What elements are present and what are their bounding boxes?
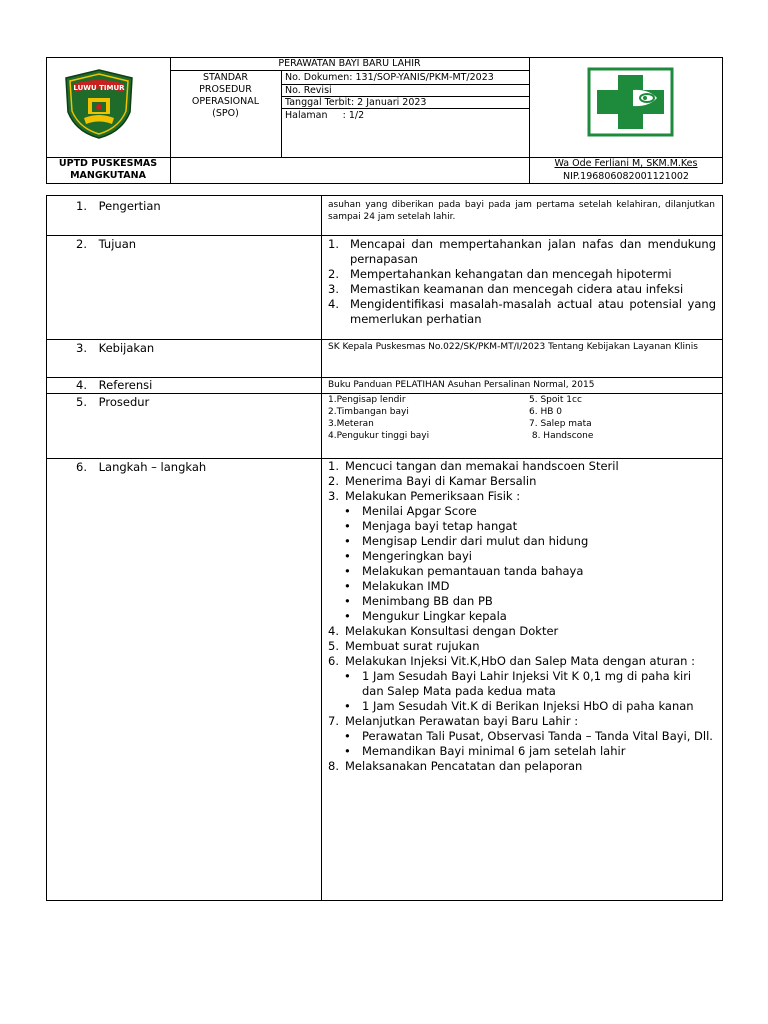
field-issue-date: Tanggal Terbit: 2 Januari 2023 xyxy=(285,97,427,108)
sub-text: Mengisap Lendir dari mulut dan hidung xyxy=(362,534,589,548)
row-label-tujuan xyxy=(76,237,136,252)
step-item xyxy=(328,759,716,774)
pengertian-text: asuhan yang diberikan pada bayi pada jam pertama setelah kelahiran, dilanjutkan sampai 24 jam setelah lahir. xyxy=(328,200,715,222)
list-item: 4. Mengidentifikasi masalah-masalah actual atau potensial yang memerlukan perhatian xyxy=(328,297,716,326)
sub-text: Mengeringkan bayi xyxy=(362,549,472,563)
step-text: Menerima Bayi di Kamar Bersalin xyxy=(345,474,537,488)
tujuan-item: Mempertahankan kehangatan dan mencegah hipotermi xyxy=(350,267,672,281)
step-number: 2. xyxy=(328,474,339,488)
sub-text: 1 Jam Sesudah Vit.K di Berikan Injeksi HbO di paha kanan xyxy=(362,699,694,713)
signer-name: Wa Ode Ferliani M, SKM.M.Kes xyxy=(554,158,698,169)
tujuan-list xyxy=(328,237,716,327)
bullet-icon: • xyxy=(344,579,351,593)
sub-item xyxy=(328,744,716,759)
step-text: Mencuci tangan dan memakai handscoen Steril xyxy=(345,459,619,473)
sub-item xyxy=(328,504,716,519)
row-label: Tujuan xyxy=(98,237,137,251)
sub-item xyxy=(328,594,716,609)
tool-item: 4.Pengukur tinggi bayi xyxy=(328,431,430,441)
row-number: 1. xyxy=(76,199,87,213)
field-document-number: No. Dokumen: 131/SOP-YANIS/PKM-MT/2023 xyxy=(285,72,494,83)
row-label-kebijakan xyxy=(76,341,154,356)
tool-item: 5. Spoit 1cc xyxy=(529,395,582,405)
divider xyxy=(170,70,529,71)
step-number: 5. xyxy=(328,639,339,653)
list-item: 1. Mencapai dan mempertahankan jalan nafas dan mendukung pernapasan xyxy=(328,237,716,266)
district-crest-logo xyxy=(62,68,136,140)
step-item xyxy=(328,474,716,489)
sub-item xyxy=(328,669,716,699)
step-item xyxy=(328,639,716,654)
sub-item xyxy=(328,549,716,564)
sub-text: Melakukan IMD xyxy=(362,579,450,593)
step-text: Melakukan Injeksi Vit.K,HbO dan Salep Mata dengan aturan : xyxy=(345,654,695,668)
prosedur-tools-right xyxy=(529,394,593,442)
step-text: Melakukan Pemeriksaan Fisik : xyxy=(345,489,521,503)
step-number: 3. xyxy=(328,489,339,503)
step-item xyxy=(328,489,716,504)
divider xyxy=(46,235,723,236)
row-label-prosedur xyxy=(76,395,149,410)
step-text: Melaksanakan Pencatatan dan pelaporan xyxy=(345,759,583,773)
row-number: 2. xyxy=(76,237,87,251)
row-label: Pengertian xyxy=(98,199,161,213)
prosedur-tools-left xyxy=(328,394,429,442)
institution-name xyxy=(46,158,170,182)
step-number: 7. xyxy=(328,714,339,728)
sub-item xyxy=(328,729,716,744)
step-text: Membuat surat rujukan xyxy=(345,639,480,653)
sub-text: Mengukur Lingkar kepala xyxy=(362,609,507,623)
spo-line: (SPO) xyxy=(212,108,239,119)
crest-text: LUWU TIMUR xyxy=(73,84,125,92)
bullet-icon: • xyxy=(344,669,351,683)
bullet-icon: • xyxy=(344,744,351,758)
step-text: Melanjutkan Perawatan bayi Baru Lahir : xyxy=(345,714,579,728)
row-label: Langkah – langkah xyxy=(98,460,207,474)
sub-text: Menjaga bayi tetap hangat xyxy=(362,519,518,533)
row-label: Referensi xyxy=(98,378,153,392)
sub-text: Perawatan Tali Pusat, Observasi Tanda – Tanda Vital Bayi, Dll. xyxy=(362,729,713,743)
bullet-icon: • xyxy=(344,534,351,548)
spo-line: STANDAR xyxy=(203,72,248,83)
row-number: 5. xyxy=(76,395,87,409)
bullet-icon: • xyxy=(344,594,351,608)
bullet-icon: • xyxy=(344,564,351,578)
sub-item xyxy=(328,579,716,594)
sub-text: Menimbang BB dan PB xyxy=(362,594,493,608)
row-number: 3. xyxy=(76,341,87,355)
sub-item xyxy=(328,534,716,549)
sub-item xyxy=(328,519,716,534)
bullet-icon: • xyxy=(344,609,351,623)
step-item xyxy=(328,459,716,474)
bullet-icon: • xyxy=(344,549,351,563)
kebijakan-text: SK Kepala Puskesmas No.022/SK/PKM-MT/I/2023 Tentang Kebijakan Layanan Klinis xyxy=(328,342,698,352)
institution-line: UPTD PUSKESMAS xyxy=(58,158,158,169)
sub-text: 1 Jam Sesudah Bayi Lahir Injeksi Vit K 0,1 mg di paha kiri dan Salep Mata pada kedua mata xyxy=(362,669,692,698)
spo-line: PROSEDUR xyxy=(199,84,252,95)
list-item: 3. Memastikan keamanan dan mencegah cidera atau infeksi xyxy=(328,282,684,296)
langkah-list xyxy=(328,459,716,774)
sub-text: Melakukan pemantauan tanda bahaya xyxy=(362,564,584,578)
row-number: 4. xyxy=(76,378,87,392)
sub-item xyxy=(328,609,716,624)
step-item xyxy=(328,654,716,669)
field-revision: No. Revisi xyxy=(285,85,332,96)
spo-label xyxy=(170,72,281,120)
spo-line: OPERASIONAL xyxy=(191,96,260,107)
tool-item: 6. HB 0 xyxy=(529,407,562,417)
tool-item: 2.Timbangan bayi xyxy=(328,407,409,417)
sub-item xyxy=(328,699,716,714)
bullet-icon: • xyxy=(344,504,351,518)
step-number: 8. xyxy=(328,759,339,773)
bullet-icon: • xyxy=(344,729,351,743)
tool-item: 1.Pengisap lendir xyxy=(328,395,406,405)
tool-item: 8. Handscone xyxy=(529,431,594,441)
field-page: Halaman : 1/2 xyxy=(285,110,365,121)
puskesmas-logo xyxy=(587,67,674,137)
step-item xyxy=(328,624,716,639)
sub-text: Memandikan Bayi minimal 6 jam setelah lahir xyxy=(362,744,626,758)
tool-item: 7. Salep mata xyxy=(529,419,592,429)
divider xyxy=(46,339,723,340)
divider xyxy=(321,195,322,901)
row-label-langkah xyxy=(76,460,206,475)
tujuan-item: Mencapai dan mempertahankan jalan nafas dan mendukung pernapasan xyxy=(350,237,716,266)
step-item xyxy=(328,714,716,729)
tujuan-item: Memastikan keamanan dan mencegah cidera atau infeksi xyxy=(350,282,684,296)
step-number: 4. xyxy=(328,624,339,638)
list-item: 2. Mempertahankan kehangatan dan mencegah hipotermi xyxy=(328,267,672,281)
sub-text: Menilai Apgar Score xyxy=(362,504,477,518)
step-number: 6. xyxy=(328,654,339,668)
document-title: PERAWATAN BAYI BARU LAHIR xyxy=(278,58,421,69)
sub-item xyxy=(328,564,716,579)
row-label-pengertian xyxy=(76,199,161,214)
row-label-referensi xyxy=(76,378,152,393)
bullet-icon: • xyxy=(344,699,351,713)
step-text: Melakukan Konsultasi dengan Dokter xyxy=(345,624,559,638)
signer-nip: NIP.196806082001121002 xyxy=(563,171,689,182)
row-label: Kebijakan xyxy=(98,341,155,355)
referensi-text: Buku Panduan PELATIHAN Asuhan Persalinan Normal, 2015 xyxy=(328,380,595,390)
step-number: 1. xyxy=(328,459,339,473)
tool-item: 3.Meteran xyxy=(328,419,374,429)
row-label: Prosedur xyxy=(98,395,150,409)
bullet-icon: • xyxy=(344,519,351,533)
institution-line: MANGKUTANA xyxy=(70,170,146,181)
tujuan-item: Mengidentifikasi masalah-masalah actual atau potensial yang memerlukan perhatian xyxy=(350,297,716,326)
row-number: 6. xyxy=(76,460,87,474)
